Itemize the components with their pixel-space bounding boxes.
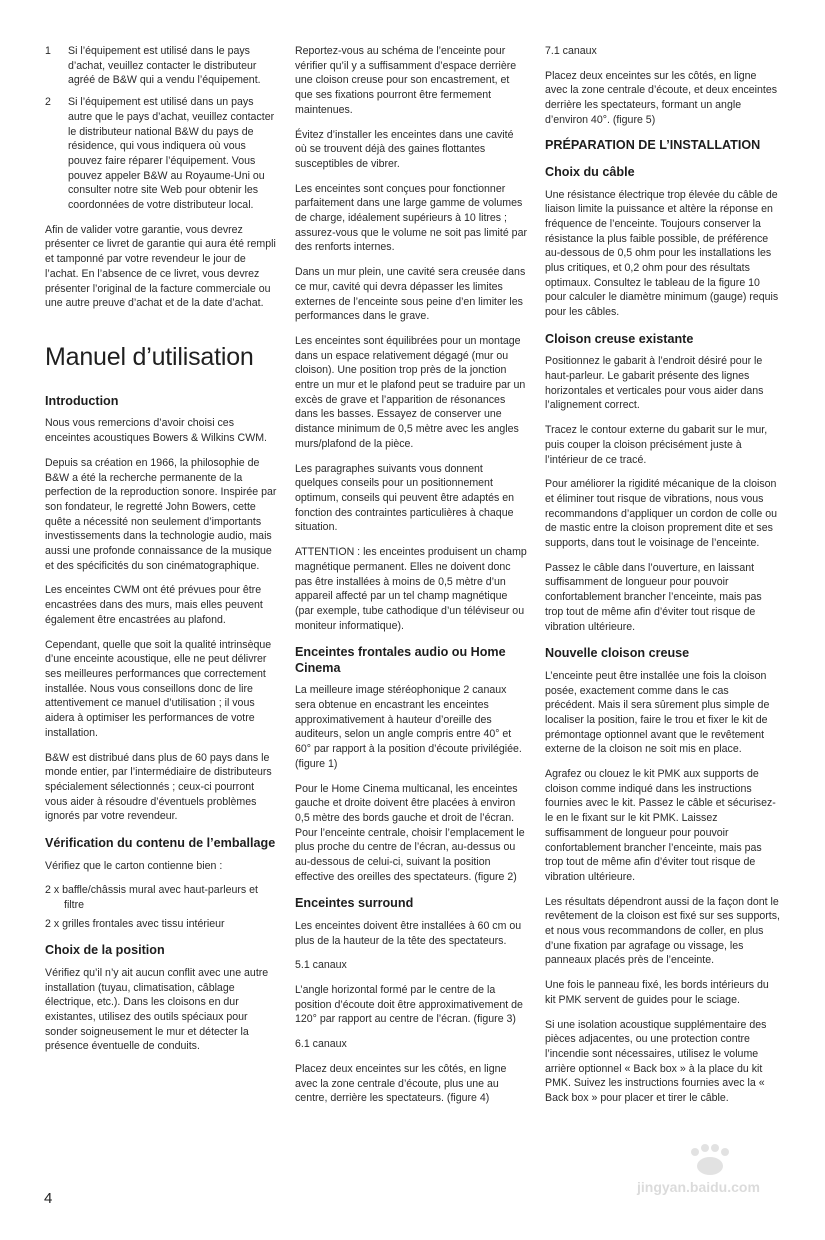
surround-paragraph: L’angle horizontal formé par le centre de la position d’écoute doit être approximativement de 120° par rapport au centre de l’écran. (figure 3) bbox=[295, 984, 523, 1026]
list-item bbox=[45, 95, 277, 213]
existing-paragraph: Tracez le contour externe du gabarit sur le mur, puis couper la cloison précisément juste à l’intérieur de ce tracé. bbox=[545, 424, 768, 466]
body-paragraph: Dans un mur plein, une cavité sera creusée dans ce mur, cavité qui devra dépasser les limites externes de l’enceinte sous peine d’en limiter les performances dans le grave. bbox=[295, 266, 526, 323]
column-3 bbox=[545, 44, 780, 1116]
existing-paragraph: Pour améliorer la rigidité mécanique de la cloison et éliminer tout risque de vibrations, nous vous recommandons d’appliquer un cordon de colle ou de mastic entre la cloison proprement dite et ses supports, dans tout le voisinage de l’enceinte. bbox=[545, 478, 778, 550]
intro-paragraph: Nous vous remercions d’avoir choisi ces enceintes acoustiques Bowers & Wilkins CWM. bbox=[45, 417, 267, 445]
list-number: 2 bbox=[45, 96, 51, 109]
new-wall-paragraph: Si une isolation acoustique supplémentaire des pièces adjacentes, ou une protection contre l’incendie sont nécessaires, utilisez le volume arrière optionnel « Back box » à la place du kit PMK. Suivez les instructions fournies avec la « Back box » pour placer et tirer le câble. bbox=[545, 1018, 767, 1105]
package-heading: Vérification du contenu de l’emballage bbox=[45, 836, 276, 851]
existing-paragraph: Passez le câble dans l’ouverture, en laissant suffisamment de longueur pour pouvoir confortablement brancher l’enceinte, mais pas trop tout de même afin d’éviter tout risque de vibration ultérieure. bbox=[545, 561, 762, 633]
preparation-heading: PRÉPARATION DE L’INSTALLATION bbox=[545, 137, 761, 152]
new-wall-paragraph: Une fois le panneau fixé, les bords intérieurs du kit PMK servent de guides pour le sciage. bbox=[545, 979, 769, 1006]
service-list bbox=[45, 44, 277, 213]
intro-paragraph: B&W est distribué dans plus de 60 pays dans le monde entier, par l’intermédiaire de distributeurs spécialement sélectionnés ; ceux-ci pourront vous aider à résoudre d’éventuels problèmes ignorés par votre revendeur. bbox=[45, 751, 272, 823]
baidu-watermark bbox=[545, 1130, 800, 1210]
position-heading: Choix de la position bbox=[45, 943, 165, 958]
column-2 bbox=[295, 44, 527, 1116]
package-intro: Vérifiez que le carton contienne bien : bbox=[45, 859, 223, 872]
existing-paragraph: Positionnez le gabarit à l’endroit désiré pour le haut-parleur. Le gabarit présente des lignes horizontales et verticales pour vous aider dans l’alignement correct. bbox=[545, 355, 764, 412]
body-paragraph: Reportez-vous au schéma de l’enceinte pour vérifier qu’il y a suffisamment d’espace derrière une cloison creuse pour son encastrement, et que ses fixations pourront être fermement maintenues. bbox=[295, 45, 517, 116]
list-text: Si l’équipement est utilisé dans le pays d’achat, veuillez contacter le distributeur agréé de B&W qui a vendu l’équipement. bbox=[68, 45, 261, 87]
list-text: Si l’équipement est utilisé dans un pays autre que le pays d’achat, veuillez contacter le distributeur national B&W du pays de résidence, qui vous indiquera où vous pouvez faire réparer l’équipement. Vous pouvez appeler B&W au Royaume-Uni ou consulter notre site Web pour obtenir les coordonnées de votre distributeur local. bbox=[68, 96, 275, 212]
new-wall-paragraph: Agrafez ou clouez le kit PMK aux supports de cloison comme indiqué dans les instructions fournies avec le kit. Passez le câble et sécurisez-le en le fixant sur le kit PMK. Laissez suffisamment de longueur pour pouvoir confortablement brancher l’enceinte, mais pas trop tout de même afin d’éviter tout risque de vibration ultérieure. bbox=[545, 768, 776, 883]
surround-subheading-5-1: 5.1 canaux bbox=[295, 959, 347, 972]
surround-subheading-6-1: 6.1 canaux bbox=[295, 1038, 347, 1051]
existing-wall-heading: Cloison creuse existante bbox=[545, 331, 694, 346]
body-paragraph: Les enceintes sont équilibrées pour un montage dans un espace relativement dégagé (mur ou cloison). Une position trop près de la jonction entre un mur et le plafond peut se traduire par un excès de grave et l’apparition de résonances dans les basses. Essayez de conserver une distance minimum de 0,5 mètre avec les angles murs/plafond de la pièce. bbox=[295, 334, 526, 450]
manual-title: Manuel d’utilisation bbox=[45, 342, 254, 371]
new-wall-paragraph: Les résultats dépendront aussi de la façon dont le revêtement de la cloison est fixé sur ses supports, et nous vous recommandons de coller, en plus d’une fixation par agrafage ou vissage, les panneaux placés près de l’enceinte. bbox=[545, 895, 780, 967]
intro-paragraph: Depuis sa création en 1966, la philosophie de B&W a été la recherche permanente de la perfection de la reproduction sonore. Inspirée par son fondateur, le regretté John Bowers, cette quête a nécessité non seulement d’importants investissements dans la technologie audio, mais aussi une profonde connaissance de la musique et des spécificités du son cinématographique. bbox=[45, 456, 277, 572]
list-item bbox=[45, 44, 277, 88]
surround-paragraph: Placez deux enceintes sur les côtés, en ligne avec la zone centrale d’écoute, plus une au centre, derrière les spectateurs. (figure 4) bbox=[295, 1062, 507, 1105]
cable-paragraph: Une résistance électrique trop élevée du câble de liaison limite la puissance et altère la réponse en fréquence de l’enceinte. Toujours conserver la résistance la plus faible possible, de préférence au-dessous de 0,5 ohm pour les installations les plus critiques, et 0,2 ohm pour des résultats optimaux. Consultez le tableau de la figure 10 pour calculer le diamètre minimum (gauge) requis pour les câbles. bbox=[545, 188, 779, 319]
new-wall-heading: Nouvelle cloison creuse bbox=[545, 646, 690, 661]
intro-paragraph: Les enceintes CWM ont été prévues pour être encastrées dans des murs, mais elles peuvent également être encastrées au plafond. bbox=[45, 584, 263, 626]
surround-subheading-7-1: 7.1 canaux bbox=[545, 45, 597, 57]
warranty-paragraph: Afin de valider votre garantie, vous devrez présenter ce livret de garantie qui aura été rempli et tamponné par votre revendeur le jour de l’achat. En l’absence de ce livret, vous devrez présenter l’original de la facture commerciale ou une autre preuve d’achat et de la date d’achat. bbox=[45, 223, 276, 310]
warning-paragraph: ATTENTION : les enceintes produisent un champ magnétique permanent. Elles ne doivent donc pas être installées à moins de 0,5 mètre d’un appareil affecté par un tel champ magnétique (par exemple, tube cathodique d’un téléviseur ou moniteur informatique). bbox=[295, 546, 527, 632]
list-number: 1 bbox=[45, 45, 51, 57]
package-item: 2 x baffle/châssis mural avec haut-parleurs et filtre bbox=[45, 884, 258, 911]
column-1 bbox=[45, 44, 277, 1064]
position-paragraph: Vérifiez qu’il n’y ait aucun conflit avec une autre installation (tuyau, climatisation, câblage électrique, etc.). Dans les cloisons en dur existantes, utilisez des outils spéciaux pour sonder soigneusement le mur et détecter la présence éventuelle de conduits. bbox=[45, 966, 269, 1053]
surround-paragraph: Les enceintes doivent être installées à 60 cm ou plus de la hauteur de la tête des spectateurs. bbox=[295, 919, 522, 947]
new-wall-paragraph: L’enceinte peut être installée une fois la cloison posée, exactement comme dans le cas précédent. Mais il sera sûrement plus simple de localiser la position, faire le trou et fixer le kit de prémontage optionnel avant que le revêtement externe de la cloison ne soit mis en place. bbox=[545, 669, 770, 756]
surround-heading: Enceintes surround bbox=[295, 896, 414, 911]
front-paragraph: La meilleure image stéréophonique 2 canaux sera obtenue en encastrant les enceintes approximativement à hauteur d’oreille des auditeurs, selon un angle compris entre 40° et 60° par rapport à la position d’écoute privilégiée. (figure 1) bbox=[295, 684, 522, 770]
front-speakers-heading: Enceintes frontales audio ou Home Cinema bbox=[295, 645, 506, 675]
body-paragraph: Les paragraphes suivants vous donnent quelques conseils pour un positionnement optimum, conseils qui peuvent être adaptés en fonction des contraintes particulières à chaque situation. bbox=[295, 462, 515, 534]
front-paragraph: Pour le Home Cinema multicanal, les enceintes gauche et droite doivent être placées à environ 0,5 mètre des bords gauche et droit de l’écran. Pour l’enceinte centrale, choisir l’emplacement le plus proche du centre de l’écran, au-dessus ou au-dessous de celui-ci, suivant la position effective des oreilles des spectateurs. (figure 2) bbox=[295, 782, 525, 883]
body-paragraph: Évitez d’installer les enceintes dans une cavité où se trouvent déjà des gaines flottantes susceptibles de vibrer. bbox=[295, 128, 514, 170]
surround-paragraph: Placez deux enceintes sur les côtés, en ligne avec la zone centrale d’écoute, et deux enceintes derrière les spectateurs, formant un angle d’environ 40°. (figure 5) bbox=[545, 69, 778, 126]
intro-heading: Introduction bbox=[45, 393, 119, 408]
page-number: 4 bbox=[44, 1190, 53, 1207]
watermark-text: jingyan.baidu.com bbox=[637, 1179, 760, 1195]
body-paragraph: Les enceintes sont conçues pour fonctionner parfaitement dans une large gamme de volumes de charge, idéalement supérieurs à 10 litres ; assurez-vous que le volume ne soit pas limité par des renforts internes. bbox=[295, 182, 527, 254]
intro-paragraph: Cependant, quelle que soit la qualité intrinsèque d’une enceinte acoustique, elle ne peut délivrer ses meilleures performances que correctement installée. Nous vous conseillons donc de lire attentivement ce manuel d’utilisation ; il vous aidera à optimiser les performances de votre installation. bbox=[45, 638, 272, 739]
package-item: 2 x grilles frontales avec tissu intérieur bbox=[45, 917, 225, 930]
cable-heading: Choix du câble bbox=[545, 165, 635, 180]
